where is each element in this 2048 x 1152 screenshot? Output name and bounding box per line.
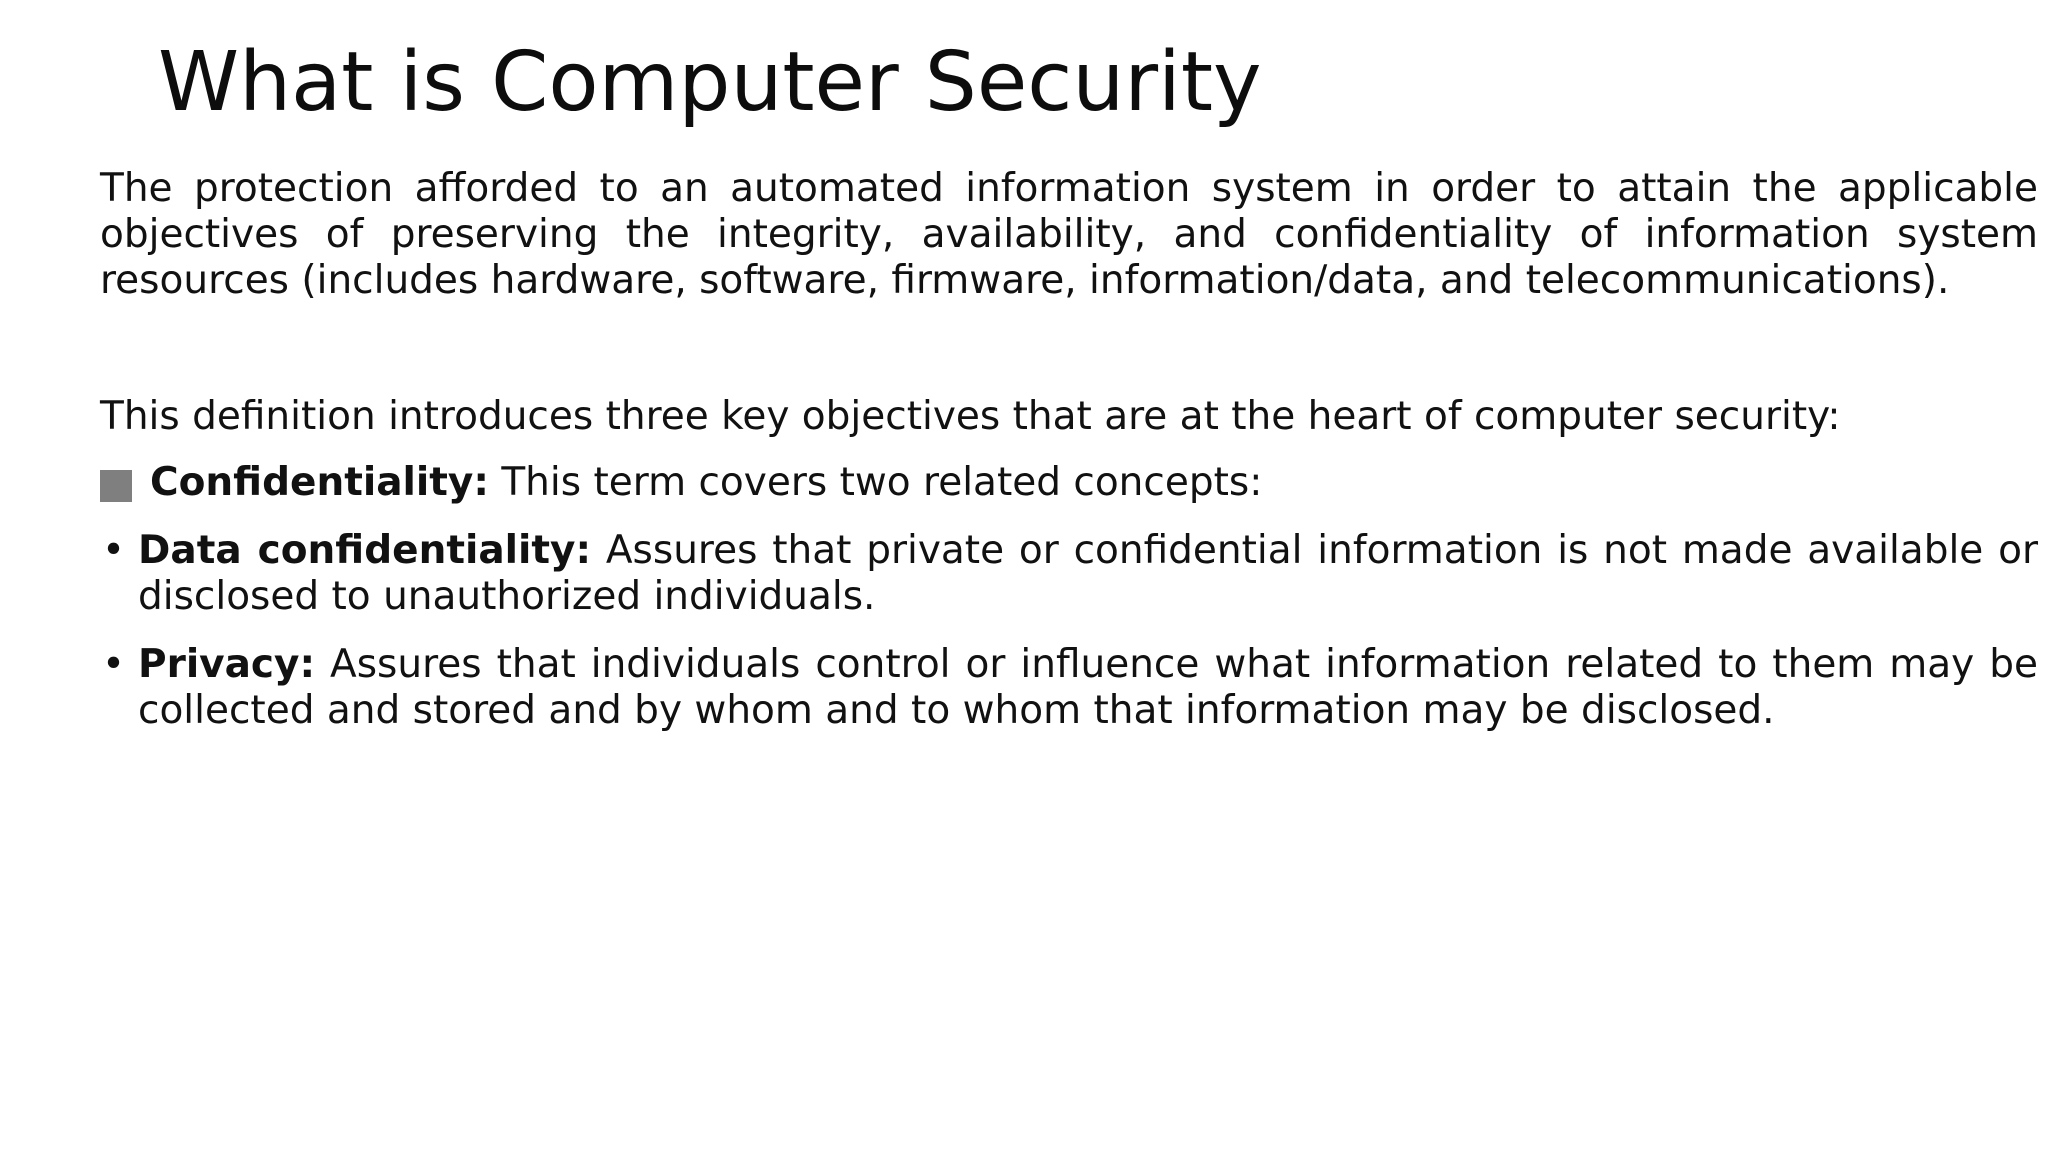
intro-paragraph: This definition introduces three key objectives that are at the heart of computer security: <box>100 394 1841 439</box>
list-item <box>100 642 2038 734</box>
concept-term: Data confidentiality: <box>138 528 592 573</box>
objective-confidentiality <box>100 460 2038 506</box>
concept-list <box>100 528 2038 734</box>
concept-text: Assures that individuals control or influence what information related to them may be collected and stored and by whom and to whom that information may be disclosed. <box>138 642 2038 733</box>
slide-content <box>100 166 2038 756</box>
slide-title: What is Computer Security <box>158 35 1262 130</box>
concept-term: Privacy: <box>138 642 316 687</box>
objective-term: Confidentiality: <box>150 460 489 505</box>
bullet-dot-icon: • <box>102 642 126 687</box>
bullet-dot-icon: • <box>102 528 126 573</box>
list-item <box>100 528 2038 620</box>
definition-paragraph: The protection afforded to an automated information system in order to attain the applicable objectives of preserving the integrity, availability, and confidentiality of information system resources (includes hardware, software, firmware, information/data, and telecommunications). <box>100 166 2038 303</box>
objective-text: This term covers two related concepts: <box>488 460 1263 505</box>
concept-text: Assures that private or confidential information is not made available or disclosed to unauthorized individuals. <box>138 528 2038 619</box>
square-bullet-icon <box>100 470 132 502</box>
